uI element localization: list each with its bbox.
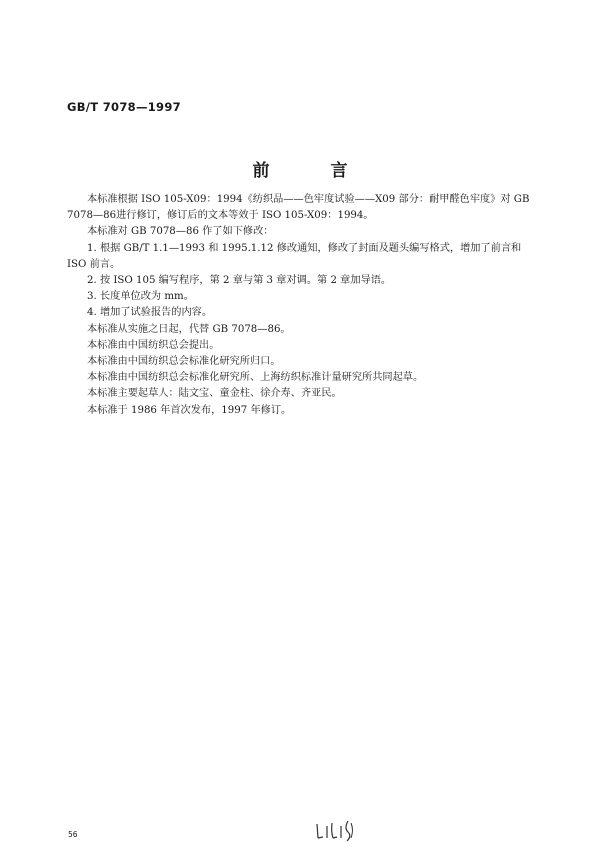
- paragraph-change-2: 2. 按 ISO 105 编写程序，第 2 章与第 3 章对调。第 2 章加导语。: [87, 275, 392, 287]
- paragraph-change-4: 4. 增加了试验报告的内容。: [87, 307, 213, 319]
- foreword-body: [67, 192, 537, 419]
- paragraph-drafters: 本标准主要起草人：陆文宝、童金柱、徐介寿、齐亚民。: [87, 388, 342, 400]
- paragraph-change-1: 1. 根据 GB/T 1.1—1993 和 1995.1.12 修改通知，修改了封面及题头编写格式，增加了前言和 ISO 前言。: [67, 242, 522, 270]
- handwritten-mark: [314, 818, 364, 842]
- paragraph-centralized-by: 本标准由中国纺织总会标准化研究所归口。: [87, 356, 281, 368]
- paragraph-drafted-by: 本标准由中国纺织总会标准化研究所、上海纺织标准计量研究所共同起草。: [87, 372, 424, 384]
- page-number: 56: [68, 830, 78, 839]
- paragraph-proposed-by: 本标准由中国纺织总会提出。: [87, 339, 220, 351]
- paragraph-change-3: 3. 长度单位改为 mm。: [87, 291, 194, 303]
- paragraph-changes-intro: 本标准对 GB 7078—86 作了如下修改：: [87, 226, 274, 238]
- paragraph-basis: 本标准根据 ISO 105-X09：1994《纺织品——色牢度试验——X09 部分：耐甲醛色牢度》对 GB 7078—86进行修订，修订后的文本等效于 ISO 105-X09：1994。: [67, 194, 530, 222]
- page-title: 前 言: [252, 161, 370, 181]
- standard-code: GB/T 7078—1997: [67, 100, 181, 114]
- paragraph-history: 本标准于 1986 年首次发布，1997 年修订。: [87, 404, 292, 416]
- paragraph-replaces: 本标准从实施之日起，代替 GB 7078—86。: [87, 323, 291, 335]
